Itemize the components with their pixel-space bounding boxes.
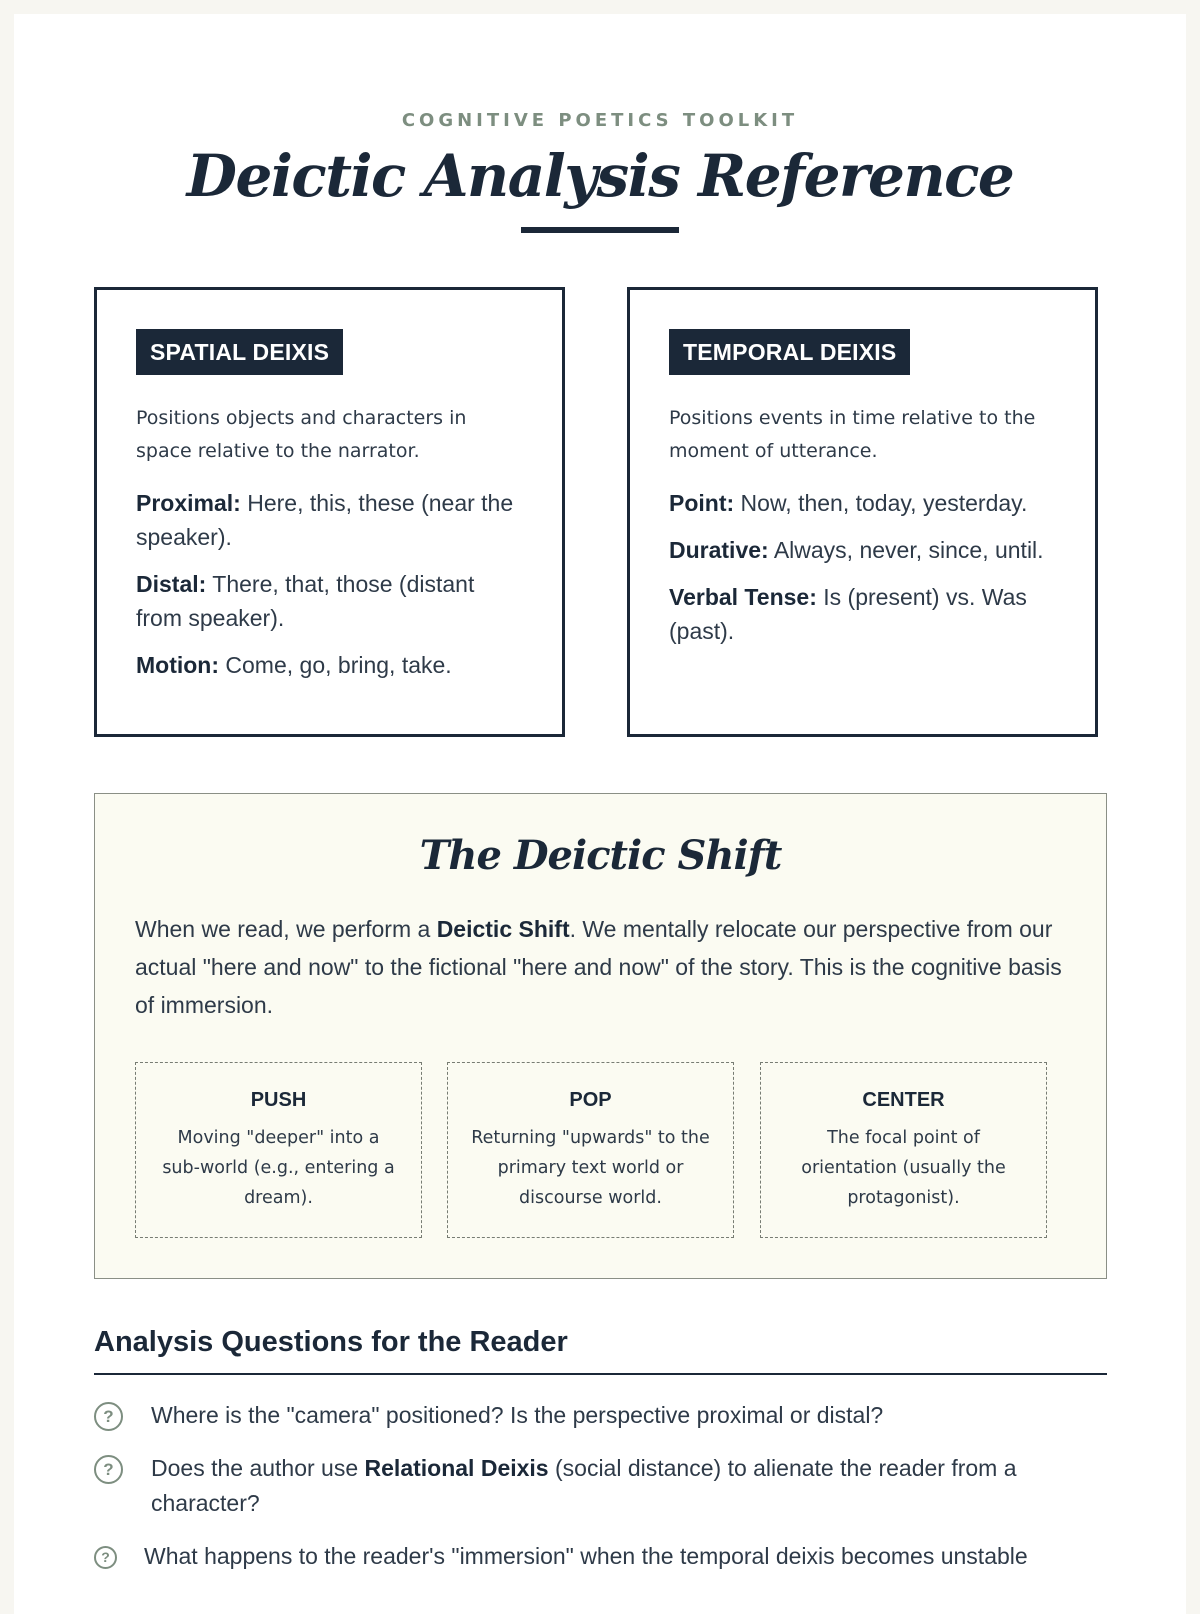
list-item — [136, 648, 516, 682]
card-label: SPATIAL DEIXIS — [136, 329, 343, 375]
term-description: Moving "deeper" into a sub-world (e.g., entering a dream). — [162, 1128, 395, 1208]
list-item — [669, 533, 1049, 567]
term-description: Returning "upwards" to the primary text world or discourse world. — [471, 1128, 710, 1208]
card-description: Positions events in time relative to the moment of utterance. — [669, 407, 1036, 462]
term-definition: Always, never, since, until. — [768, 537, 1044, 563]
card-label: TEMPORAL DEIXIS — [669, 329, 910, 375]
question-text: (social distance) to alienate the reader from a character? — [151, 1455, 1017, 1516]
question-circle-icon: ? — [94, 1402, 123, 1431]
push-term-box — [135, 1062, 422, 1238]
term-name: PUSH — [250, 1089, 307, 1111]
deictic-shift-panel — [94, 793, 1107, 1279]
center-term-box — [760, 1062, 1047, 1238]
term-description: The focal point of orientation (usually the protagonist). — [801, 1128, 1006, 1208]
term-label: Distal: — [136, 571, 207, 597]
term-label: Motion: — [136, 652, 220, 678]
list-item — [669, 580, 1049, 648]
list-item — [669, 486, 1049, 520]
question-text: Where is the "camera" positioned? Is the perspective proximal or distal? — [151, 1402, 884, 1428]
term-definition: There, that, those (distant from speaker). — [136, 571, 475, 631]
question-text: Does the author use — [151, 1455, 365, 1481]
question-circle-icon: ? — [94, 1455, 123, 1484]
term-label: Point: — [669, 490, 735, 516]
page-title: Deictic Analysis Reference — [186, 142, 1014, 210]
title-underline — [521, 227, 679, 233]
deixis-term-list — [669, 486, 1049, 661]
term-label: Verbal Tense: — [669, 584, 817, 610]
term-definition: Is (present) vs. Was (past). — [669, 584, 1027, 644]
term-definition: Come, go, bring, take. — [219, 652, 452, 678]
pop-term-box — [447, 1062, 734, 1238]
emphasized-term: Deictic Shift — [436, 916, 570, 942]
text-segment: When we read, we perform a — [135, 916, 437, 942]
spatial-deixis-card — [94, 287, 565, 737]
term-label: Durative: — [669, 537, 769, 563]
term-label: Proximal: — [136, 490, 241, 516]
list-item — [94, 1451, 1107, 1521]
temporal-deixis-card — [627, 287, 1098, 737]
card-description: Positions objects and characters in space relative to the narrator. — [136, 407, 467, 462]
term-name: CENTER — [862, 1089, 945, 1111]
list-item — [94, 1539, 1107, 1574]
text-segment: . We mentally relocate our perspective from our actual "here and now" to the fictional "here and now" of the story. This is the cognitive basis of immersion. — [135, 916, 1062, 1018]
section-title: The Deictic Shift — [419, 832, 782, 879]
questions-heading: Analysis Questions for the Reader — [94, 1326, 1107, 1375]
deictic-shift-explanation — [135, 910, 1065, 1024]
questions-list — [94, 1398, 1107, 1574]
emphasized-term: Relational Deixis — [364, 1455, 549, 1481]
reference-sheet — [14, 14, 1186, 1614]
toolkit-eyebrow: COGNITIVE POETICS TOOLKIT — [401, 110, 799, 131]
list-item — [136, 486, 516, 554]
term-definition: Here, this, these (near the speaker). — [136, 490, 514, 550]
list-item — [94, 1398, 1107, 1433]
deixis-term-list — [136, 486, 516, 695]
question-text: What happens to the reader's "immersion" when the temporal deixis becomes unstable — [144, 1543, 1028, 1569]
list-item — [136, 567, 516, 635]
question-circle-icon: ? — [94, 1546, 117, 1569]
term-name: POP — [569, 1089, 612, 1111]
term-definition: Now, then, today, yesterday. — [734, 490, 1028, 516]
